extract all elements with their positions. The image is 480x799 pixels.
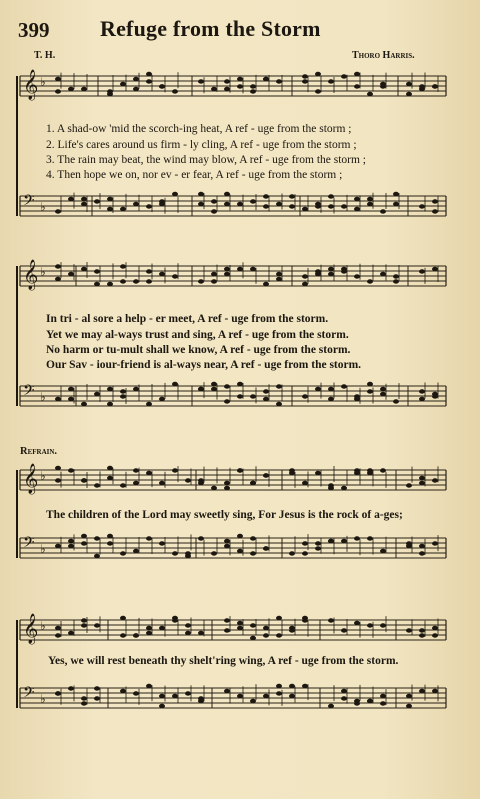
svg-text:♭: ♭ xyxy=(40,265,46,279)
svg-text:𝄞: 𝄞 xyxy=(23,464,39,494)
refrain-label: Refrain. xyxy=(20,446,58,457)
svg-text:𝄢: 𝄢 xyxy=(23,192,35,213)
hymn-title: Refuge from the Storm xyxy=(100,16,321,41)
svg-text:♭: ♭ xyxy=(40,75,46,89)
svg-text:♭: ♭ xyxy=(40,200,46,214)
svg-text:𝄢: 𝄢 xyxy=(23,684,35,705)
verse-1-line-2: In tri - al sore a help - er meet, A ref - uge from the storm. xyxy=(46,313,329,325)
svg-text:𝄞: 𝄞 xyxy=(23,260,39,290)
svg-text:♭: ♭ xyxy=(40,469,46,483)
svg-text:𝄢: 𝄢 xyxy=(23,534,35,555)
verse-3-line-2: No harm or tu-mult shall we know, A ref - uge from the storm. xyxy=(46,344,351,356)
svg-text:𝄞: 𝄞 xyxy=(23,70,39,100)
hymn-number: 399 xyxy=(18,18,50,42)
svg-text:♭: ♭ xyxy=(40,390,46,404)
svg-text:♭: ♭ xyxy=(40,619,46,633)
svg-text:♭: ♭ xyxy=(40,692,46,706)
verse-2-line-2: Yet we may al-ways trust and sing, A ref - uge from the storm. xyxy=(46,329,349,341)
refrain-line-1: The children of the Lord may sweetly sing, For Jesus is the rock of a-ges; xyxy=(46,509,403,521)
verse-4-line-2: Our Sav - iour-friend is al-ways near, A ref - uge from the storm. xyxy=(46,359,362,371)
verse-3-line-1: 3. The rain may beat, the wind may blow, A ref - uge from the storm ; xyxy=(46,154,367,166)
words-credit: T. H. xyxy=(34,50,56,61)
svg-text:𝄢: 𝄢 xyxy=(23,382,35,403)
verse-1-line-1: 1. A shad-ow 'mid the scorch-ing heat, A ref - uge from the storm ; xyxy=(46,123,352,135)
verse-4-line-1: 4. Then hope we on, nor ev - er fear, A ref - uge from the storm ; xyxy=(46,169,343,181)
svg-text:𝄞: 𝄞 xyxy=(23,614,39,644)
verse-2-line-1: 2. Life's cares around us firm - ly cling, A ref - uge from the storm ; xyxy=(46,139,357,151)
svg-text:♭: ♭ xyxy=(40,542,46,556)
refrain-line-2: Yes, we will rest beneath thy shelt'ring wing, A ref - uge from the storm. xyxy=(48,655,399,667)
music-credit: Thoro Harris. xyxy=(352,50,415,61)
